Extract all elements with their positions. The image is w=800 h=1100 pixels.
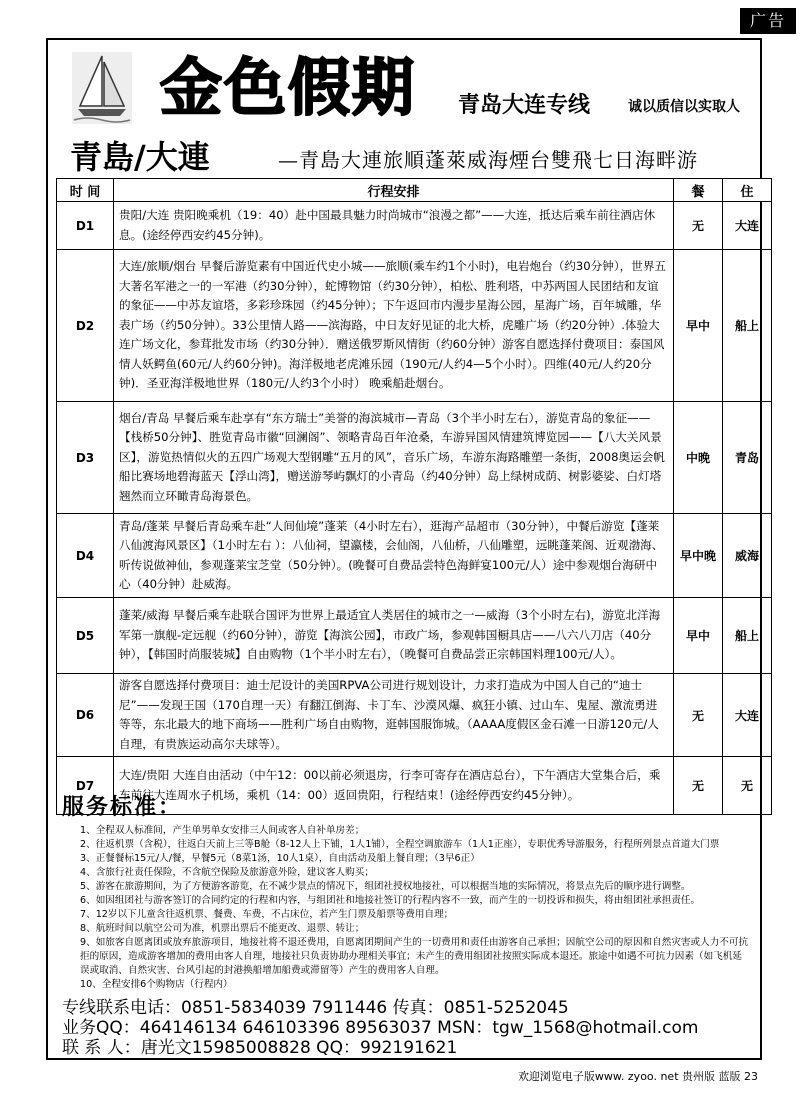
stay-cell: 青岛 (723, 402, 772, 514)
day-cell: D2 (57, 250, 114, 402)
service-standard-list (80, 824, 750, 992)
header-meal: 餐 (674, 179, 723, 202)
schedule-cell: 烟台/青岛 早餐后乘车赴享有“东方瑞士”美誉的海滨城市—青岛（3个半小时左右），游览青岛的象征——【栈桥50分钟】、胜览青岛市徽“回澜阁”、领略青岛百年沧桑，车游异国风情建筑博览园——【八大关风景区】，游览热情似火的五四广场观大型钢雕“五月的风”，音乐广场，车游东海路雕塑一条街，2008奥运会帆船比赛场地碧海蓝天【浮山湾】，赠送游琴屿飘灯的小青岛（约40分钟）岛上绿树成荫、树影婆娑、白灯塔翘然而立环瞰青岛海景色。 (114, 402, 674, 514)
table-row (57, 402, 772, 514)
list-item: 7、12岁以下儿童含往返机票、餐费、车费，不占床位，若产生门票及船票等费用自理； (80, 909, 454, 920)
stay-cell: 大连 (723, 674, 772, 757)
day-cell: D4 (57, 514, 114, 598)
day-cell: D5 (57, 598, 114, 674)
day-cell: D1 (57, 202, 114, 250)
schedule-cell: 蓬莱/威海 早餐后乘车赴联合国评为世界上最适宜人类居住的城市之一—威海（3个小时左右)，游览北洋海军第一旗舰-定远舰（约60分钟），游览【海滨公园】，市政广场，参观韩国橱具店——八六八刀店（40分钟），【韩国时尚服装城】自由购物（1个半小时左右），（晚餐可自费品尝正宗韩国料理100元/人）。 (114, 598, 674, 674)
contact-block (62, 998, 698, 1058)
stay-cell: 大连 (723, 202, 772, 250)
page-footer: 欢迎浏览电子版www. zyoo. net 贵州版 蓝版 23 (517, 1070, 758, 1083)
day-cell: D3 (57, 402, 114, 514)
day-cell: D7 (57, 757, 114, 815)
schedule-cell: 大连/旅顺/烟台 早餐后游览素有中国近代史小城——旅顺(乘车约1个小时)，电岩炮台（约30分钟），世界五大著名军港之一的一军港（约30分钟），蛇博物馆（约30分钟），柏松、胜利塔，中苏两国人民团结和友谊的象征——中苏友谊塔，多彩珍珠园（约45分钟）；下午返回市内漫步星海公园，星海广场，百年城雕，华表广场（约50分钟）。33公里情人路——滨海路，中日友好见证的北大桥，虎雕广场（约20分钟）.体验大连广场文化，参茸批发市场（约30分钟）．赠送俄罗斯风情街（约60分钟）游客自愿选择付费项目：泰国风情人妖鳄鱼(60元/人约60分钟)。海洋极地老虎滩乐园（190元/人约4—5个小时）。四维(40元/人约20分钟)．圣亚海洋极地世界（180元/人约3个小时） 晚乘船赴烟台。 (114, 250, 674, 402)
meal-cell: 中晚 (674, 402, 723, 514)
day-cell: D6 (57, 674, 114, 757)
contact-person-line: 联 系 人：唐光文15985008828 QQ：992191621 (62, 1038, 458, 1058)
brand-title: 金色假期 (160, 51, 417, 124)
stay-cell: 无 (723, 757, 772, 815)
schedule-cell: 贵阳/大连 贵阳晚乘机（19：40）赴中国最具魅力时尚城市“浪漫之都”——大连，抵达后乘车前往酒店休息。(途经停西安约45分钟)。 (114, 202, 674, 250)
stay-cell: 船上 (723, 598, 772, 674)
list-item: 9、如旅客自愿离团或放弃旅游项目，地接社将不退还费用，自愿离团期间产生的一切费用和责任由游客自己承担；因航空公司的原因和自然灾害或人力不可抗拒的原因，造成游客增加的费用由客人自理，地接社只负责协助办理相关事宜；未产生的费用组团社按照实际成本退还。旅途中如遇不可抗力因素（如飞机延误或取消、自然灾害、台风引起的封港换船增加船费或滞留等）产生的费用客人自理。 (80, 937, 749, 976)
brand-slogan: 诚以质信以实取人 (628, 99, 740, 115)
list-item: 6、如因组团社与游客签订的合同约定的行程和内容，与组团社和地接社签订的行程内容不一致，而产生的一切投诉和损失，将由组团社承担责任。 (80, 895, 701, 906)
stay-cell: 船上 (723, 250, 772, 402)
header-stay: 住 (723, 179, 772, 202)
itinerary-table (56, 178, 772, 815)
brand-subtitle: 青岛大连专线 (458, 93, 591, 118)
list-item: 2、往返机票（含税），往返白天前上三等B舱（8-12人上下铺，1人1铺），全程空调旅游车（1人1正座），专职优秀导游服务，行程所列景点首道大门票 (80, 839, 720, 850)
sailboat-logo (72, 52, 132, 124)
contact-qq-line: 业务QQ：464146134 646103396 89563037 MSN：tgw_1568@hotmail.com (62, 1018, 699, 1038)
meal-cell: 无 (674, 674, 723, 757)
list-item: 4、含旅行社责任保险，不含航空保险及旅游意外险，建议客人购买； (80, 867, 374, 878)
meal-cell: 无 (674, 202, 723, 250)
table-header-row (57, 179, 772, 202)
schedule-cell: 游客自愿选择付费项目：迪士尼设计的美国RPVA公司进行规划设计，力求打造成为中国人自己的“迪士尼”——发现王国（170自理一天）有翻江倒海、卡丁车、沙漠风爆、疯狂小镇、过山车、鬼屋、激流勇进等等，东北最大的地下商场——胜利广场自由购物，逛韩国服饰城。（AAAA度假区金石滩一日游120元/人自理，有贵族运动高尔夫球等）。 (114, 674, 674, 757)
table-row (57, 202, 772, 250)
table-row (57, 598, 772, 674)
route-subtitle: —青島大連旅順蓬萊威海煙台雙飛七日海畔游 (278, 148, 698, 172)
contact-phone-line: 专线联系电话：0851-5834039 7911446 传真：0851-5252045 (62, 998, 569, 1018)
list-item: 8、航班时间以航空公司为准，机票出票后不能更改、退票、转让； (80, 923, 365, 934)
meal-cell: 早中晚 (674, 514, 723, 598)
meal-cell: 早中 (674, 598, 723, 674)
list-item: 5、游客在旅游期间，为了方便游客游览，在不减少景点的情况下，组团社授权地接社，可以根据当地的实际情况，将景点先后的顺序进行调整。 (80, 881, 691, 892)
schedule-cell: 青岛/蓬莱 早餐后青岛乘车赴“人间仙境”蓬莱（4小时左右），逛海产品超市（30分钟），中餐后游览【蓬莱八仙渡海风景区】（1小时左右 ）：八仙祠，望瀛楼，会仙阁，八仙桥，八仙雕塑，远眺蓬莱阁、近观渤海、听传说做神仙，参观蓬莱宝芝堂（50分钟）。(晚餐可自费品尝特色海鲜宴100元/人）途中参观烟台海研中心（40分钟）赴威海。 (114, 514, 674, 598)
ad-tag: 广告 (740, 8, 796, 34)
list-item: 10、全程安排6个购物店（行程内） (80, 979, 233, 990)
service-standard-title: 服务标准： (62, 795, 183, 820)
list-item: 1、全程双人标准间，产生单男单女安排三人间或客人自补单房差； (80, 825, 365, 836)
schedule-cell: 大连/贵阳 大连自由活动（中午12：00以前必须退房，行李可寄存在酒店总台），下午酒店大堂集合后，乘车前往大连周水子机场，乘机（14：00）返回贵阳，行程结束！(途经停西安约45分钟）。 (114, 757, 674, 815)
table-row (57, 674, 772, 757)
list-item: 3、正餐餐标15元/人/餐，早餐5元（8菜1汤，10人1桌），自由活动及船上餐自理；（3早6正） (80, 853, 480, 864)
header-schedule: 行程安排 (114, 179, 674, 202)
table-row (57, 514, 772, 598)
stay-cell: 威海 (723, 514, 772, 598)
route-title: 青島/大連 (70, 138, 210, 176)
table-row (57, 250, 772, 402)
header-time: 时 间 (57, 179, 114, 202)
meal-cell: 早中 (674, 250, 723, 402)
meal-cell: 无 (674, 757, 723, 815)
